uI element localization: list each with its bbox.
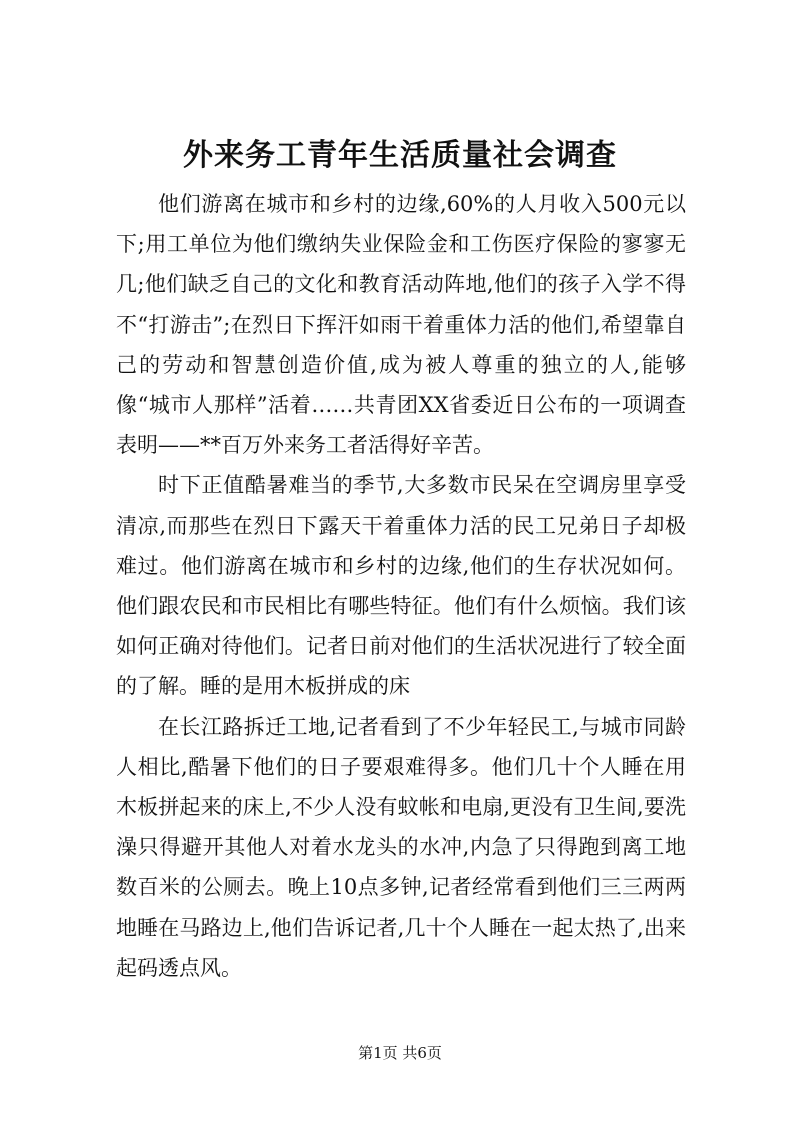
- paragraph-1: 他们游离在城市和乡村的边缘,60%的人月收入500元以下;用工单位为他们缴纳失业保险金和工伤医疗保险的寥寥无几;他们缺乏自己的文化和教育活动阵地,他们的孩子入学不得不“打游击”;在烈日下挥汗如雨干着重体力活的他们,希望靠自己的劳动和智慧创造价值,成为被人尊重的独立的人,能够像“城市人那样”活着……共青团XX省委近日公布的一项调查表明——**百万外来务工者活得好辛苦。: [116, 192, 686, 458]
- paragraph-3: 在长江路拆迁工地,记者看到了不少年轻民工,与城市同龄人相比,酷暑下他们的日子要艰难得多。他们几十个人睡在用木板拼起来的床上,不少人没有蚊帐和电扇,更没有卫生间,要洗澡只得避开其他人对着水龙头的水冲,内急了只得跑到离工地数百米的公厕去。晚上10点多钟,记者经常看到他们三三两两地睡在马路边上,他们告诉记者,几十个人睡在一起太热了,出来起码透点风。: [116, 714, 686, 980]
- paragraph-2: 时下正值酷暑难当的季节,大多数市民呆在空调房里享受清凉,而那些在烈日下露天干着重体力活的民工兄弟日子却极难过。他们游离在城市和乡村的边缘,他们的生存状况如何。他们跟农民和市民相比有哪些特征。他们有什么烦恼。我们该如何正确对待他们。记者日前对他们的生活状况进行了较全面的了解。睡的是用木板拼成的床: [116, 473, 686, 699]
- document-title: 外来务工青年生活质量社会调查: [183, 138, 617, 173]
- document-body: [116, 184, 686, 988]
- page-number-footer: 第1页 共6页: [358, 1044, 442, 1062]
